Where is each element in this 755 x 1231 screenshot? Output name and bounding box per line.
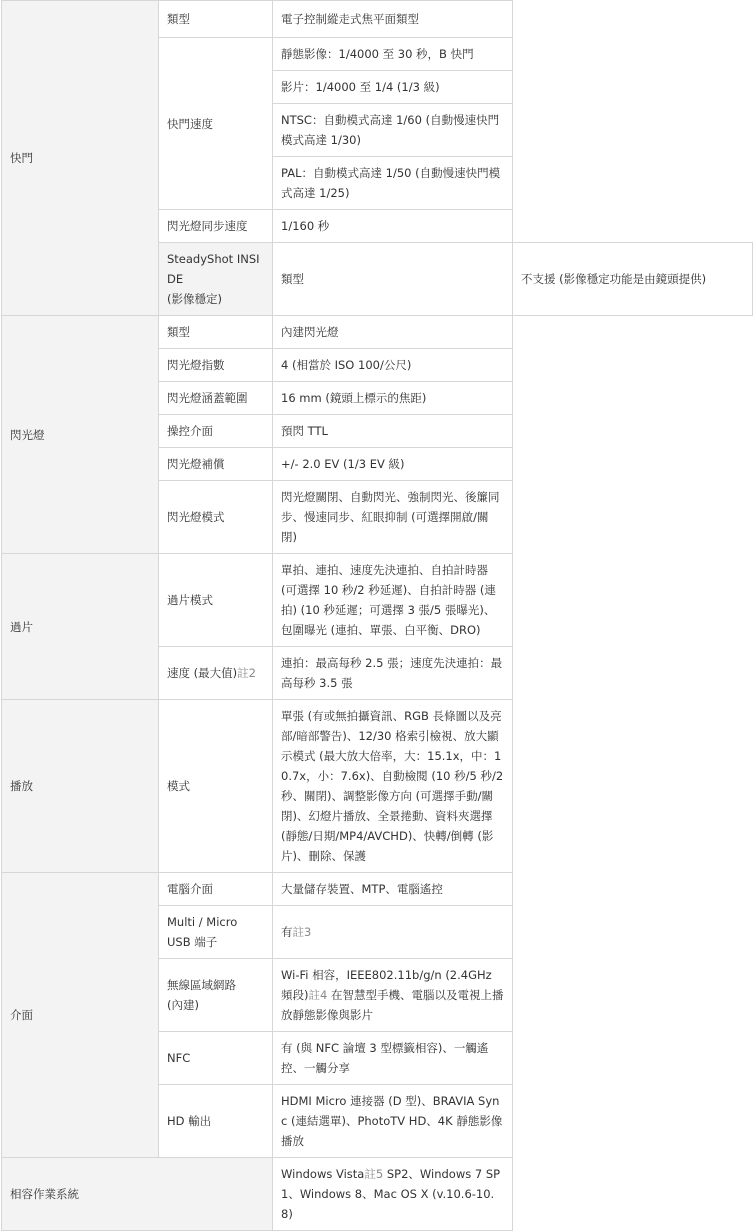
row-value-text: SP2、Windows 7 SP1、Windows 8、Mac OS X (v.10.6-10.8) — [281, 1167, 501, 1221]
footnote-link[interactable]: 註3 — [292, 925, 312, 939]
row-value: 單拍、連拍、速度先決連拍、自拍計時器 (可選擇 10 秒/2 秒延遲)、自拍計時器 (連拍) (10 秒延遲；可選擇 3 張/5 張曝光)、包圍曝光 (連拍、單張、白平衡、DRO) — [273, 554, 513, 647]
row-label: 閃光燈補償 — [159, 448, 273, 481]
row-value — [273, 959, 513, 1032]
spec-table — [1, 0, 753, 1231]
row-label-line: Multi / Micro — [167, 915, 238, 929]
row-value: 影片：1/4000 至 1/4 (1/3 級) — [273, 71, 513, 104]
row-value: 4 (相當於 ISO 100/公尺) — [273, 349, 513, 382]
row-label: 過片模式 — [159, 554, 273, 647]
row-label: 類型 — [273, 243, 513, 316]
section-playback: 播放 — [2, 700, 159, 873]
row-value: 電子控制縱走式焦平面類型 — [273, 1, 513, 38]
row-value: 有 (與 NFC 論壇 3 型標籤相容)、一觸遙控、一觸分享 — [273, 1032, 513, 1085]
row-label: 電腦介面 — [159, 873, 273, 906]
row-label-line: (內建) — [167, 998, 199, 1012]
row-value-text: 有 — [281, 925, 293, 939]
table-row — [2, 873, 753, 906]
row-value: 預閃 TTL — [273, 415, 513, 448]
section-interface: 介面 — [2, 873, 159, 1158]
row-label: 閃光燈涵蓋範圍 — [159, 382, 273, 415]
row-value: 連拍：最高每秒 2.5 張；速度先決連拍：最高每秒 3.5 張 — [273, 647, 513, 700]
section-steadyshot — [159, 243, 273, 316]
row-label: 模式 — [159, 700, 273, 873]
row-value: 不支援 (影像穩定功能是由鏡頭提供) — [513, 243, 753, 316]
section-label: SteadyShot INSIDE — [167, 252, 260, 286]
row-label: 閃光燈指數 — [159, 349, 273, 382]
row-value: 16 mm (鏡頭上標示的焦距) — [273, 382, 513, 415]
row-value: +/- 2.0 EV (1/3 EV 級) — [273, 448, 513, 481]
row-value: NTSC：自動模式高達 1/60 (自動慢速快門模式高達 1/30) — [273, 104, 513, 157]
footnote-link[interactable]: 註5 — [364, 1167, 384, 1181]
row-label: 類型 — [159, 1, 273, 38]
row-value — [273, 906, 513, 959]
section-label: (影像穩定) — [167, 292, 222, 306]
row-label: 閃光燈模式 — [159, 481, 273, 554]
table-row — [2, 1158, 753, 1231]
section-drive: 過片 — [2, 554, 159, 700]
row-value-text: Windows Vista — [281, 1167, 365, 1181]
row-label — [159, 906, 273, 959]
section-os: 相容作業系統 — [2, 1158, 273, 1231]
row-label: NFC — [159, 1032, 273, 1085]
row-label-text: 速度 (最大值) — [167, 666, 238, 680]
row-value: PAL：自動模式高達 1/50 (自動慢速快門模式高達 1/25) — [273, 157, 513, 210]
row-label: 類型 — [159, 316, 273, 349]
row-label: 操控介面 — [159, 415, 273, 448]
row-label: 快門速度 — [159, 38, 273, 210]
row-value: 1/160 秒 — [273, 210, 513, 243]
row-value: 靜態影像：1/4000 至 30 秒，B 快門 — [273, 38, 513, 71]
section-shutter: 快門 — [2, 1, 159, 316]
row-value-text: 在智慧型手機、電腦以及電視上播放靜態影像與影片 — [281, 988, 504, 1022]
footnote-link[interactable]: 註2 — [237, 666, 256, 680]
table-row — [2, 554, 753, 647]
section-flash: 閃光燈 — [2, 316, 159, 554]
row-label: 閃光燈同步速度 — [159, 210, 273, 243]
row-value: 內建閃光燈 — [273, 316, 513, 349]
row-label: HD 輸出 — [159, 1085, 273, 1158]
table-row — [2, 1, 753, 38]
row-value — [273, 1158, 513, 1231]
row-label — [159, 959, 273, 1032]
row-value-text: Wi-Fi 相容，IEEE802.11b/g/n (2.4GHz 頻段) — [281, 968, 492, 1002]
table-row — [2, 700, 753, 873]
row-value: 大量儲存裝置、MTP、電腦遙控 — [273, 873, 513, 906]
footnote-link[interactable]: 註4 — [308, 988, 328, 1002]
row-label-line: USB 端子 — [167, 935, 218, 949]
row-label-line: 無線區域網路 — [167, 978, 236, 992]
row-label — [159, 647, 273, 700]
row-value: HDMI Micro 連接器 (D 型)、BRAVIA Sync (連結選單)、PhotoTV HD、4K 靜態影像播放 — [273, 1085, 513, 1158]
table-row — [2, 316, 753, 349]
row-value: 閃光燈關閉、自動閃光、強制閃光、後簾同步、慢速同步、紅眼抑制 (可選擇開啟/關閉) — [273, 481, 513, 554]
row-value: 單張 (有或無拍攝資訊、RGB 長條圖以及亮部/暗部警告)、12/30 格索引檢視、放大顯示模式 (最大放大倍率，大：15.1x，中：10.7x，小：7.6x)、自動檢閱 (10 秒/5 秒/2 秒、關閉)、調整影像方向 (可選擇手動/關閉)、幻燈片播放、全景捲動、資料夾選擇 (靜態/日期/MP4/AVCHD)、快轉/倒轉 (影片)、刪除、保護 — [273, 700, 513, 873]
